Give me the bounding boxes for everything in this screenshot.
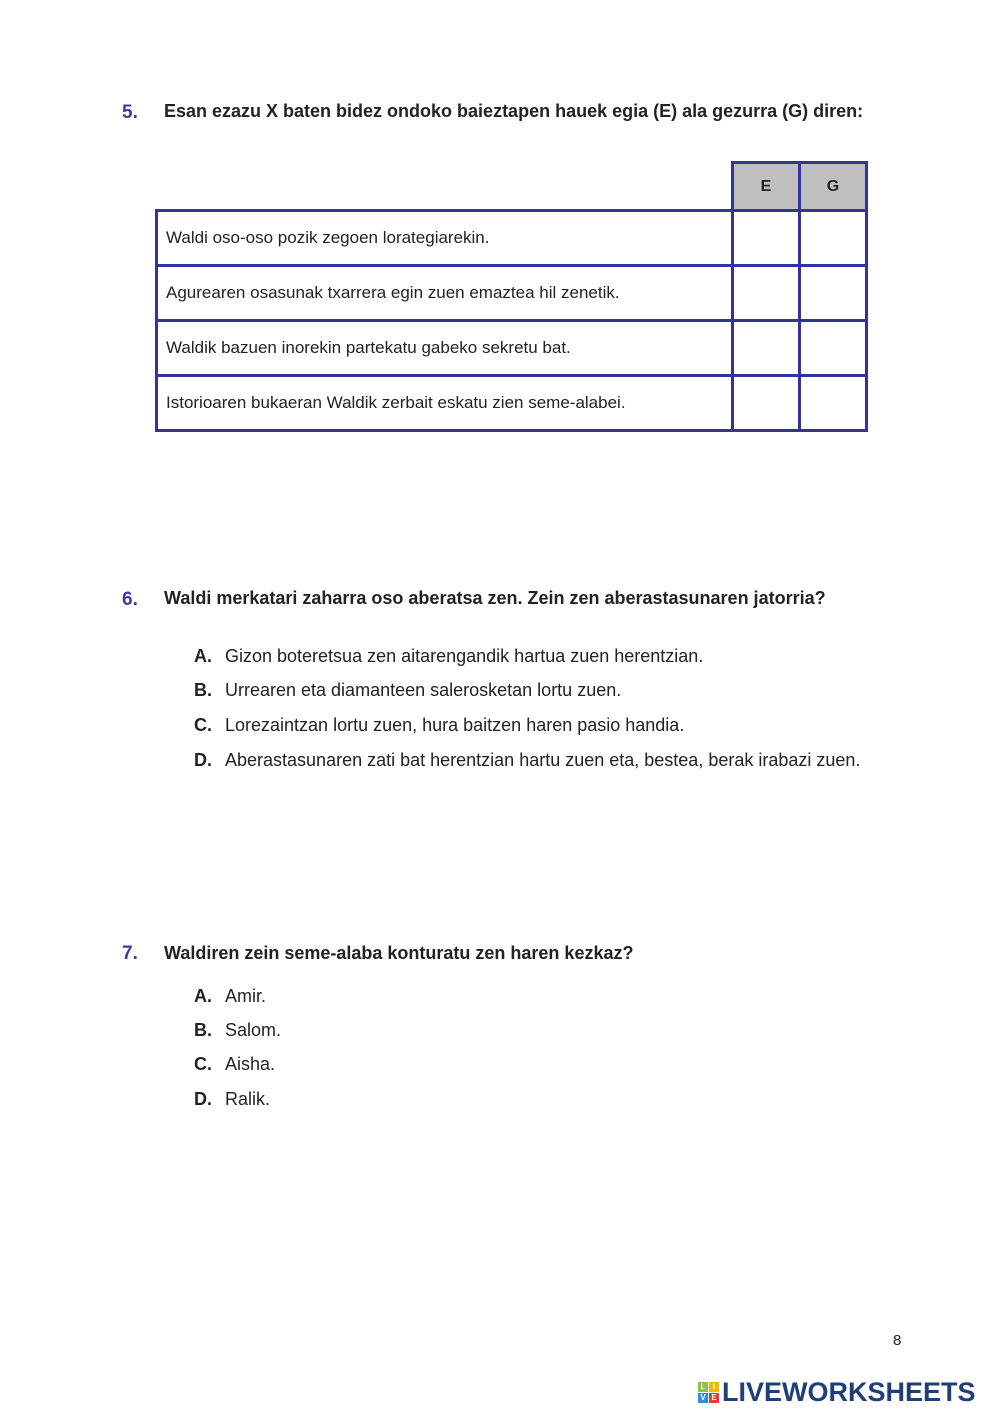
option-text: Aberastasunaren zati bat herentzian hartu zuen eta, bestea, berak irabazi zuen. (225, 750, 861, 770)
liveworksheets-logo (698, 1377, 976, 1408)
question-number: 7. (122, 943, 138, 964)
header-g: G (800, 163, 867, 211)
table-row (157, 211, 867, 266)
table-row (157, 321, 867, 376)
answer-cell-g[interactable] (800, 211, 867, 266)
statement: Agurearen osasunak txarrera egin zuen emaztea hil zenetik. (157, 266, 733, 321)
option[interactable] (194, 639, 904, 674)
page-number: 8 (893, 1332, 902, 1349)
option[interactable] (194, 1047, 904, 1082)
answer-cell-e[interactable] (733, 321, 800, 376)
table-row (157, 376, 867, 431)
question-text-content: Waldi merkatari zaharra oso aberatsa zen. Zein zen aberastasunaren jatorria? (164, 588, 826, 608)
answer-cell-g[interactable] (800, 266, 867, 321)
question-number: 6. (122, 589, 138, 610)
option[interactable] (194, 673, 904, 708)
option-text: Ralik. (225, 1089, 271, 1109)
option-letter: B. (194, 680, 212, 700)
badge-letter: I (709, 1382, 719, 1392)
option-text: Aisha. (225, 1054, 276, 1074)
statement: Waldi oso-oso pozik zegoen lorategiarekin. (157, 211, 733, 266)
answer-cell-e[interactable] (733, 376, 800, 431)
option-letter: A. (194, 986, 212, 1006)
question-text (164, 584, 904, 613)
true-false-table (155, 161, 868, 432)
option[interactable] (194, 1013, 904, 1048)
option-letter: C. (194, 715, 212, 735)
option[interactable] (194, 979, 904, 1014)
option[interactable] (194, 708, 904, 743)
option-letter: B. (194, 1020, 212, 1040)
option[interactable] (194, 1082, 904, 1117)
answer-cell-e[interactable] (733, 211, 800, 266)
answer-cell-g[interactable] (800, 376, 867, 431)
option[interactable] (194, 743, 904, 778)
option-text: Salom. (225, 1020, 282, 1040)
option-letter: D. (194, 750, 212, 770)
logo-text: LIVEWORKSHEETS (722, 1377, 976, 1407)
header-e: E (733, 163, 800, 211)
option-text: Urrearen eta diamanteen salerosketan lortu zuen. (225, 680, 622, 700)
option-text: Lorezaintzan lortu zuen, hura baitzen haren pasio handia. (225, 715, 685, 735)
question-text: Waldiren zein seme-alaba konturatu zen haren kezkaz? (164, 943, 634, 963)
badge-letter: V (698, 1393, 708, 1403)
option-letter: C. (194, 1054, 212, 1074)
statement: Istorioaren bukaeran Waldik zerbait eskatu zien seme-alabei. (157, 376, 733, 431)
question-text: Esan ezazu X baten bidez ondoko baieztapen hauek egia (E) ala gezurra (G) diren: (164, 101, 864, 121)
badge-letter: L (698, 1382, 708, 1392)
option-text: Amir. (225, 986, 267, 1006)
question-number: 5. (122, 102, 138, 123)
option-text: Gizon boteretsua zen aitarengandik hartua zuen herentzian. (225, 646, 704, 666)
statement: Waldik bazuen inorekin partekatu gabeko sekretu bat. (157, 321, 733, 376)
answer-cell-e[interactable] (733, 266, 800, 321)
blank-header (157, 163, 733, 211)
option-letter: A. (194, 646, 212, 666)
option-letter: D. (194, 1089, 212, 1109)
badge-letter: E (709, 1393, 719, 1403)
logo-badge-icon (698, 1382, 719, 1403)
table-row (157, 266, 867, 321)
answer-cell-g[interactable] (800, 321, 867, 376)
